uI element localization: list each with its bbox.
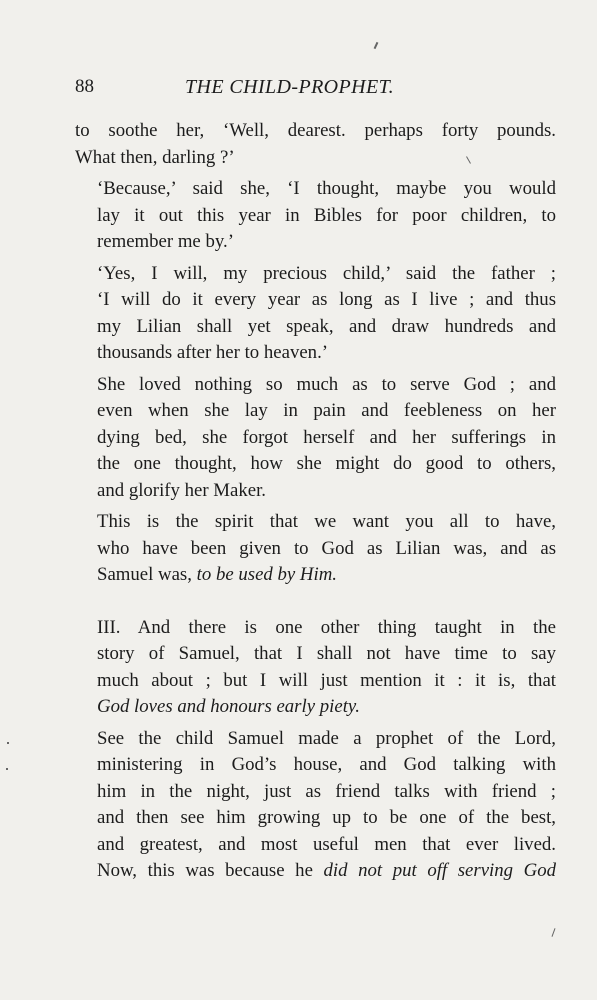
text-line: This is the spirit that we want you all to have, [97,511,556,532]
text-run: Samuel was, [97,564,197,585]
paragraph-2 [75,176,556,256]
text-line: even when she lay in pain and feebleness on her [97,400,556,421]
text-line: who have been given to God as Lilian was, and as [97,537,556,559]
page-header [75,76,555,104]
text-line [75,694,556,721]
text-line: my Lilian shall yet speak, and draw hundreds and [97,315,556,337]
paper-speck [6,768,8,770]
text-line: thousands after her to heaven.’ [97,342,329,363]
text-line [75,562,556,589]
text-line: story of Samuel, that I shall not have time to say [97,643,556,664]
text-line: ‘Because,’ said she, ‘I thought, maybe you would [97,178,556,199]
text-line: ‘Yes, I will, my precious child,’ said the father ; [97,262,556,284]
text-line: What then, darling ?’ [75,146,235,168]
paragraph-6 [75,615,556,721]
text-line: and glorify her Maker. [97,479,266,501]
italic-emphasis: God loves and honours early piety. [97,696,360,717]
paragraph-4 [75,372,556,505]
text-line: See the child Samuel made a prophet of the Lord, [97,727,556,749]
text-line: the one thought, how she might do good to others, [97,453,556,474]
text-run: Now, this was because he [97,860,324,881]
running-title: THE CHILD-PROPHET. [185,76,395,98]
text-line: much about ; but I will just mention it : it is, that [97,669,556,691]
page-number: 88 [75,76,94,97]
body-text [75,118,556,885]
paragraph-5 [75,509,556,589]
text-line [75,858,556,885]
text-line: to soothe her, ‘Well, dearest. perhaps forty pounds. [75,120,556,141]
text-line: remember me by.’ [97,231,234,252]
text-line: and greatest, and most useful men that ever lived. [97,833,556,855]
text-line: him in the night, just as friend talks with friend ; [97,780,556,802]
text-line: ‘I will do it every year as long as I live ; and thus [97,289,556,310]
italic-emphasis: did not put off serving God [323,860,556,881]
text-line: lay it out this year in Bibles for poor children, to [97,204,556,226]
paper-speck [551,928,555,937]
text-line: III. And there is one other thing taught in the [97,616,556,638]
text-line: and then see him growing up to be one of the best, [97,807,556,828]
paragraph-1 [75,118,556,171]
text-line: dying bed, she forgot herself and her sufferings in [97,426,556,448]
paragraph-7 [75,726,556,885]
italic-emphasis: to be used by Him. [196,564,337,585]
text-line: ministering in God’s house, and God talking with [97,754,556,775]
text-line: She loved nothing so much as to serve God ; and [97,373,556,395]
paper-speck [7,742,9,744]
paper-speck [374,42,379,49]
paragraph-3 [75,261,556,367]
